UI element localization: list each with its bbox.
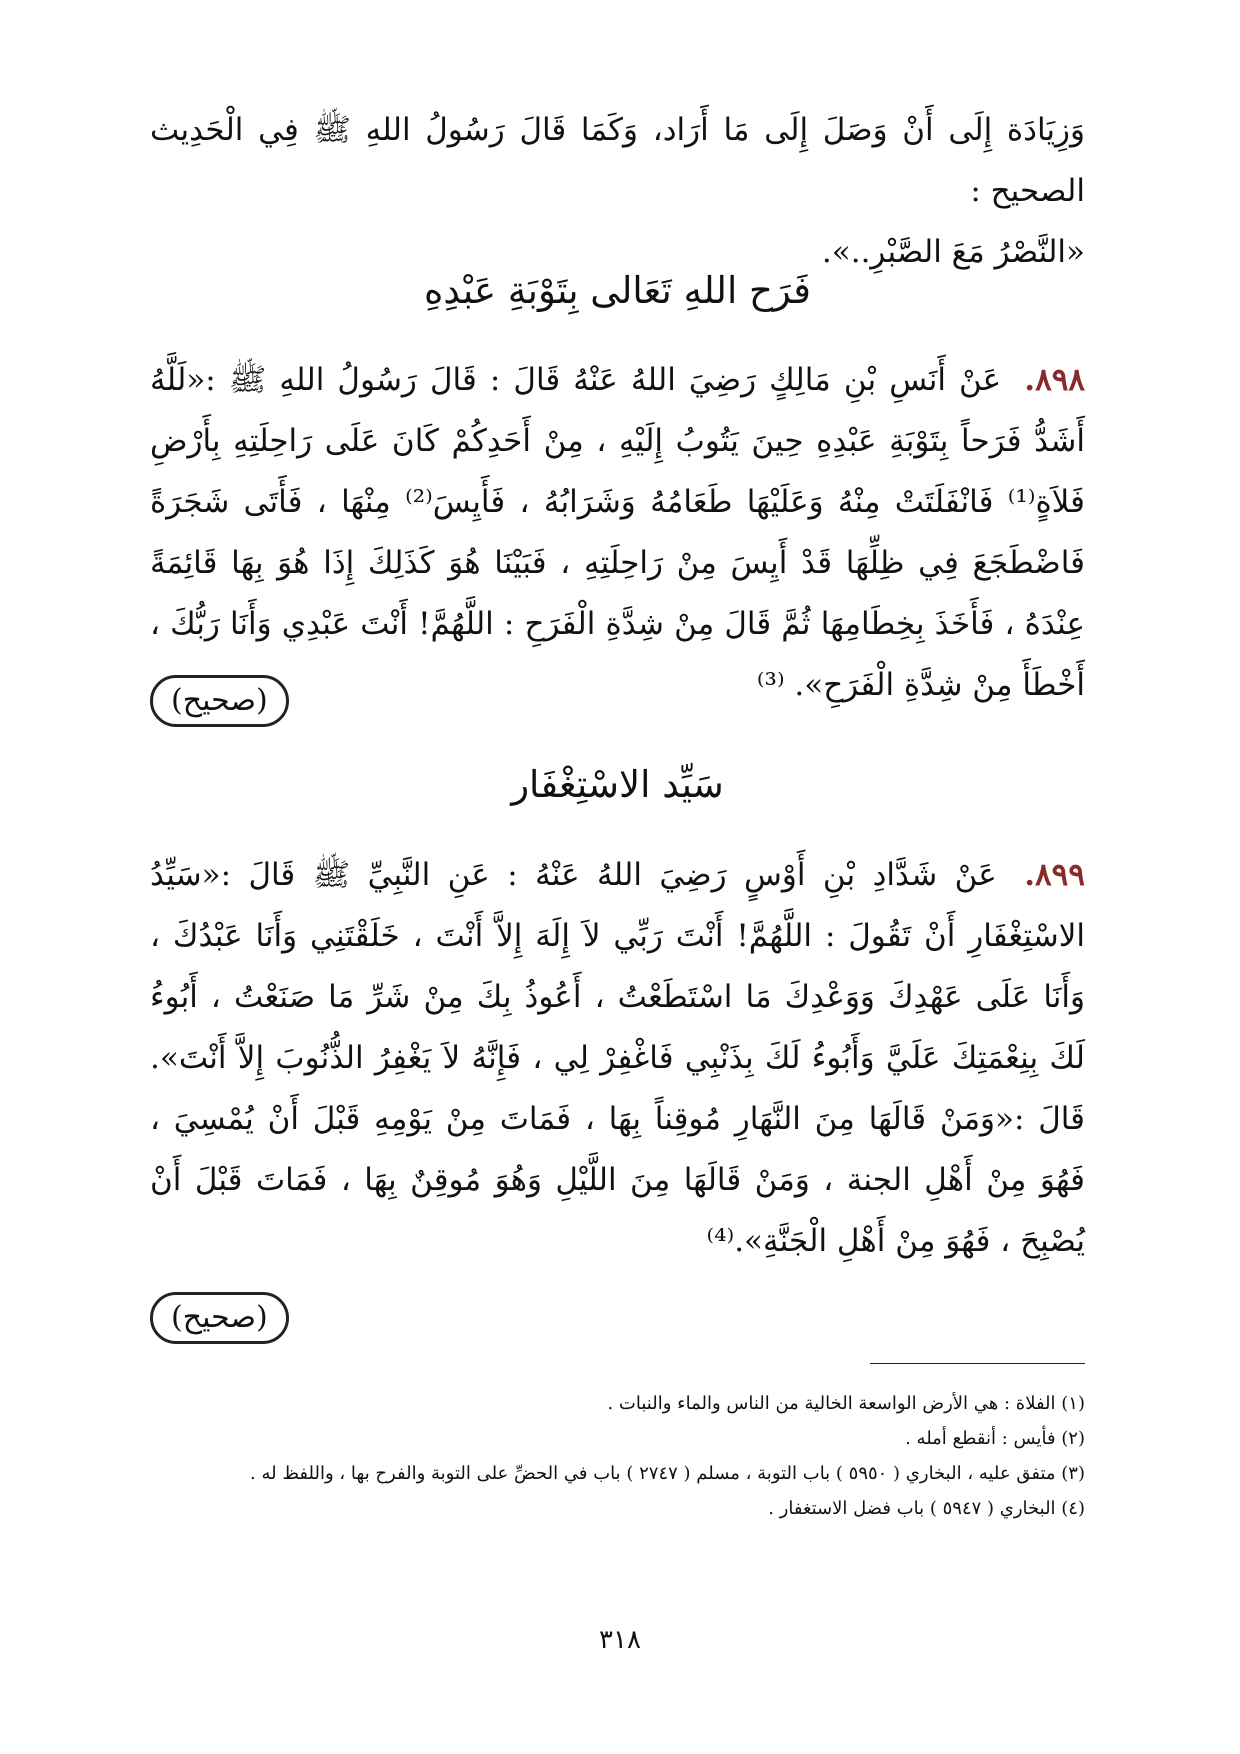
page-number: ٣١٨: [599, 1625, 641, 1655]
footnotes: [150, 1386, 1085, 1526]
footnote-2: (٢) فأيس : أنقطع أمله .: [905, 1428, 1085, 1449]
hadith-text: عَنْ أَنَسِ بْنِ مَالِكٍ رَضِيَ اللهُ عَنْهُ قَالَ : قَالَ رَسُولُ اللهِ ﷺ :«لَلَّهُ أَشَدُّ فَرَحاً بِتَوْبَةِ عَبْدِهِ حِينَ يَتُوبُ إِلَيْهِ ، مِنْ أَحَدِكُمْ كَانَ عَلَى رَاحِلَتِهِ بِأَرْضِ فَلاَةٍ⁽¹⁾ فَانْفَلَتَتْ مِنْهُ وَعَلَيْهَا طَعَامُهُ وَشَرَابُهُ ، فَأَيِسَ⁽²⁾ مِنْهَا ، فَأَتَى شَجَرَةً فَاضْطَجَعَ فِي ظِلِّهَا قَدْ أَيِسَ مِنْ رَاحِلَتِهِ ، فَبَيْنَا هُوَ كَذَلِكَ إِذَا هُوَ بِهَا قَائِمَةً عِنْدَهُ ، فَأَخَذَ بِخِطَامِهَا ثُمَّ قَالَ مِنْ شِدَّةِ الْفَرَحِ : اللَّهُمَّ! أَنْتَ عَبْدِي وَأَنَا رَبُّكَ ، أَخْطَأَ مِنْ شِدَّةِ الْفَرَحِ». ⁽³⁾: [150, 362, 1085, 703]
hadith-898-paragraph: [150, 350, 1085, 716]
intro-line-2: «النَّصْرُ مَعَ الصَّبْرِ..».: [821, 234, 1085, 270]
grade-badge: (صحيح): [150, 675, 289, 727]
hadith-number: ٨٩٨.: [1024, 362, 1086, 398]
hadith-899-paragraph: [150, 845, 1085, 1272]
footnote-1: (١) الفلاة : هي الأرض الواسعة الخالية من الناس والماء والنبات .: [607, 1393, 1085, 1414]
section-heading-2: سَيِّد الاسْتِغْفَار: [511, 763, 724, 806]
hadith-text: عَنْ شَدَّادِ بْنِ أَوْسٍ رَضِيَ اللهُ عَنْهُ : عَنِ النَّبِيِّ ﷺ قَالَ :«سَيِّدُ الاسْتِغْفَارِ أَنْ تَقُولَ : اللَّهُمَّ! أَنْتَ رَبِّي لاَ إِلَهَ إِلاَّ أَنْتَ ، خَلَقْتَنِي وَأَنَا عَبْدُكَ ، وَأَنَا عَلَى عَهْدِكَ وَوَعْدِكَ مَا اسْتَطَعْتُ ، أَعُوذُ بِكَ مِنْ شَرِّ مَا صَنَعْتُ ، أَبُوءُ لَكَ بِنِعْمَتِكَ عَلَيَّ وَأَبُوءُ لَكَ بِذَنْبِي فَاغْفِرْ لِي ، فَإِنَّهُ لاَ يَغْفِرُ الذُّنُوبَ إِلاَّ أَنْتَ». قَالَ :«وَمَنْ قَالَهَا مِنَ النَّهَارِ مُوقِناً بِهَا ، فَمَاتَ مِنْ يَوْمِهِ قَبْلَ أَنْ يُمْسِيَ ، فَهُوَ مِنْ أَهْلِ الجنة ، وَمَنْ قَالَهَا مِنَ اللَّيْلِ وَهُوَ مُوقِنٌ بِهَا ، فَمَاتَ قَبْلَ أَنْ يُصْبِحَ ، فَهُوَ مِنْ أَهْلِ الْجَنَّةِ».⁽⁴⁾: [150, 857, 1085, 1259]
intro-paragraph: [150, 100, 1085, 283]
footnote-divider: [870, 1363, 1085, 1364]
footnote-4: (٤) البخاري ( ٥٩٤٧ ) باب فضل الاستغفار .: [768, 1498, 1085, 1519]
footnote-3: (٣) متفق عليه ، البخاري ( ٥٩٥٠ ) باب التوبة ، مسلم ( ٢٧٤٧ ) باب في الحضِّ على التوبة والفرح بها ، واللفظ له .: [250, 1463, 1085, 1484]
section-heading-1: فَرَح اللهِ تَعَالى بِتَوْبَةِ عَبْدِهِ: [424, 269, 811, 312]
grade-badge: (صحيح): [150, 1292, 289, 1344]
hadith-number: ٨٩٩.: [1024, 857, 1085, 893]
intro-line-1: وَزِيَادَة إِلَى أَنْ وَصَلَ إِلَى مَا أَرَاد، وَكَمَا قَالَ رَسُولُ اللهِ ﷺ فِي الْحَدِيث الصحيح :: [150, 112, 1085, 209]
